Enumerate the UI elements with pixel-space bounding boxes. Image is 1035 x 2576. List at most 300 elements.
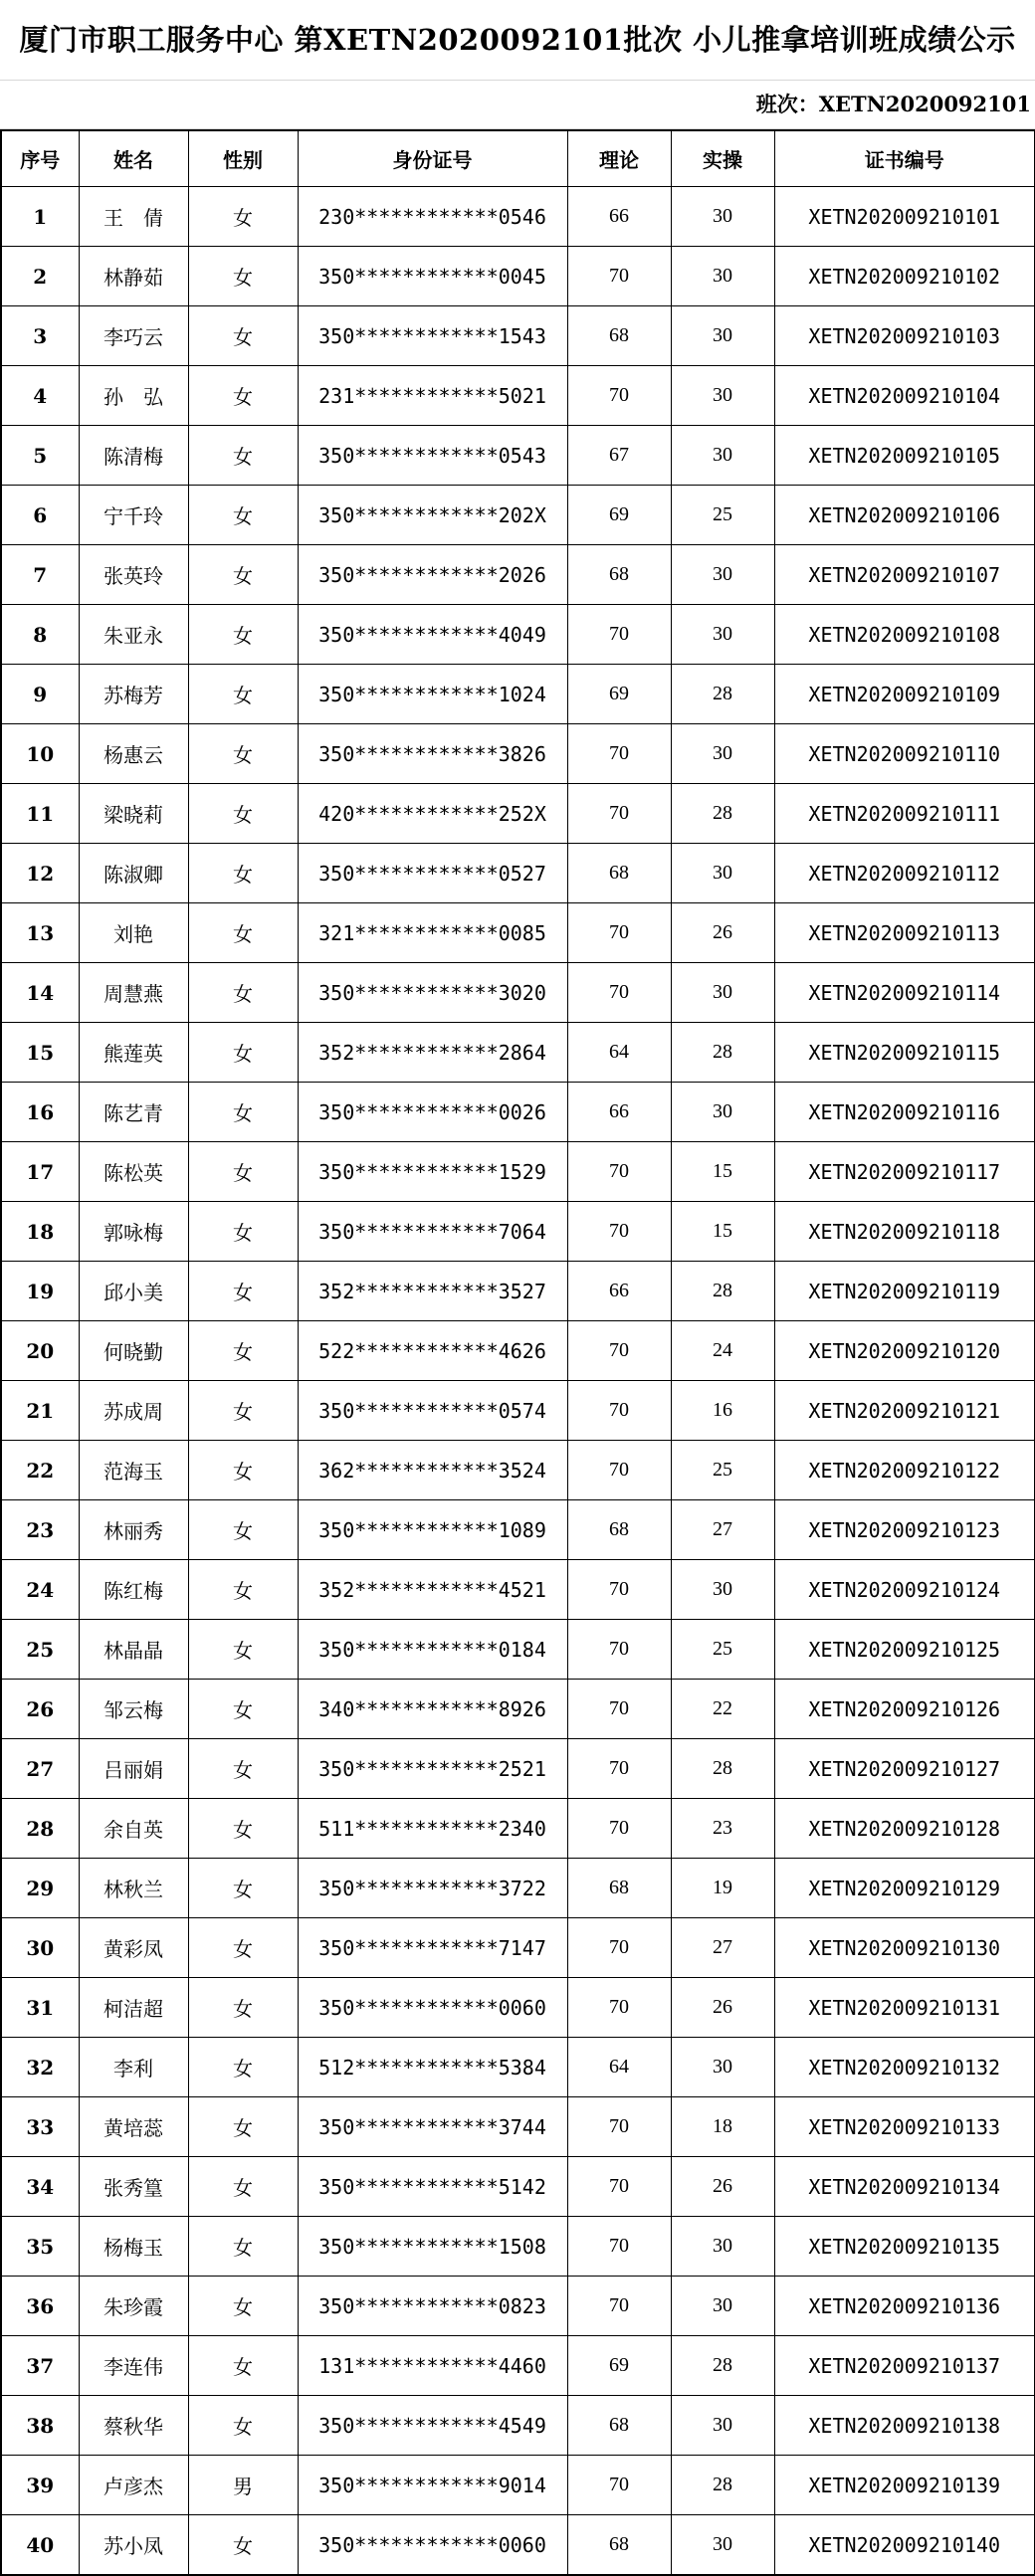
table-row: [1, 426, 1035, 486]
table-row: [1, 2336, 1035, 2396]
cell-seq: 39: [1, 2456, 79, 2515]
cell-certificate: XETN202009210138: [774, 2396, 1035, 2456]
cell-id-number: 350************1024: [298, 665, 567, 724]
cell-gender: 女: [188, 1799, 298, 1859]
cell-id-number: 350************3826: [298, 724, 567, 784]
cell-seq: 8: [1, 605, 79, 665]
cell-seq: 9: [1, 665, 79, 724]
cell-certificate: XETN202009210106: [774, 486, 1035, 545]
cell-theory: 70: [567, 2217, 671, 2277]
cell-certificate: XETN202009210128: [774, 1799, 1035, 1859]
cell-theory: 70: [567, 1680, 671, 1739]
cell-id-number: 512************5384: [298, 2038, 567, 2097]
table-row: [1, 1083, 1035, 1142]
cell-certificate: XETN202009210130: [774, 1918, 1035, 1978]
cell-theory: 70: [567, 963, 671, 1023]
cell-seq: 26: [1, 1680, 79, 1739]
cell-seq: 3: [1, 306, 79, 366]
cell-id-number: 350************2521: [298, 1739, 567, 1799]
table-row: [1, 2038, 1035, 2097]
cell-theory: 70: [567, 1799, 671, 1859]
cell-name: 宁千玲: [79, 486, 188, 545]
header-practice: 实操: [671, 130, 774, 187]
cell-seq: 33: [1, 2097, 79, 2157]
cell-id-number: 362************3524: [298, 1441, 567, 1500]
cell-gender: 女: [188, 306, 298, 366]
cell-seq: 25: [1, 1620, 79, 1680]
cell-id-number: 350************0045: [298, 247, 567, 306]
cell-id-number: 350************5142: [298, 2157, 567, 2217]
cell-gender: 女: [188, 724, 298, 784]
cell-certificate: XETN202009210134: [774, 2157, 1035, 2217]
cell-name: 邱小美: [79, 1262, 188, 1321]
cell-name: 苏成周: [79, 1381, 188, 1441]
cell-id-number: 231************5021: [298, 366, 567, 426]
cell-seq: 23: [1, 1500, 79, 1560]
table-row: [1, 1202, 1035, 1262]
cell-id-number: 350************202X: [298, 486, 567, 545]
cell-id-number: 352************3527: [298, 1262, 567, 1321]
cell-theory: 70: [567, 366, 671, 426]
cell-certificate: XETN202009210101: [774, 187, 1035, 247]
cell-gender: 女: [188, 605, 298, 665]
cell-id-number: 350************1089: [298, 1500, 567, 1560]
cell-id-number: 511************2340: [298, 1799, 567, 1859]
cell-id-number: 350************3744: [298, 2097, 567, 2157]
cell-gender: 女: [188, 545, 298, 605]
cell-seq: 19: [1, 1262, 79, 1321]
cell-practice: 30: [671, 2038, 774, 2097]
header-id-number: 身份证号: [298, 130, 567, 187]
cell-practice: 24: [671, 1321, 774, 1381]
cell-gender: 女: [188, 2038, 298, 2097]
table-row: [1, 1799, 1035, 1859]
cell-certificate: XETN202009210125: [774, 1620, 1035, 1680]
cell-certificate: XETN202009210122: [774, 1441, 1035, 1500]
table-row: [1, 1560, 1035, 1620]
cell-id-number: 350************0527: [298, 844, 567, 903]
cell-gender: 女: [188, 486, 298, 545]
cell-id-number: 321************0085: [298, 903, 567, 963]
cell-gender: 女: [188, 426, 298, 486]
cell-id-number: 350************1543: [298, 306, 567, 366]
cell-id-number: 350************0060: [298, 1978, 567, 2038]
cell-practice: 30: [671, 306, 774, 366]
cell-certificate: XETN202009210109: [774, 665, 1035, 724]
cell-certificate: XETN202009210133: [774, 2097, 1035, 2157]
cell-name: 卢彦杰: [79, 2456, 188, 2515]
cell-seq: 30: [1, 1918, 79, 1978]
cell-theory: 68: [567, 306, 671, 366]
cell-theory: 64: [567, 1023, 671, 1083]
cell-theory: 68: [567, 2396, 671, 2456]
cell-certificate: XETN202009210137: [774, 2336, 1035, 2396]
cell-gender: 女: [188, 2515, 298, 2576]
cell-id-number: 350************1508: [298, 2217, 567, 2277]
cell-name: 杨梅玉: [79, 2217, 188, 2277]
cell-seq: 29: [1, 1859, 79, 1918]
cell-name: 梁晓莉: [79, 784, 188, 844]
cell-theory: 68: [567, 1500, 671, 1560]
cell-theory: 68: [567, 844, 671, 903]
table-row: [1, 605, 1035, 665]
cell-id-number: 350************4049: [298, 605, 567, 665]
cell-practice: 26: [671, 903, 774, 963]
cell-id-number: 350************7064: [298, 1202, 567, 1262]
cell-seq: 2: [1, 247, 79, 306]
cell-practice: 30: [671, 724, 774, 784]
cell-certificate: XETN202009210113: [774, 903, 1035, 963]
cell-name: 李利: [79, 2038, 188, 2097]
cell-seq: 1: [1, 187, 79, 247]
cell-id-number: 350************4549: [298, 2396, 567, 2456]
cell-practice: 30: [671, 426, 774, 486]
cell-certificate: XETN202009210131: [774, 1978, 1035, 2038]
cell-id-number: 340************8926: [298, 1680, 567, 1739]
cell-practice: 30: [671, 963, 774, 1023]
cell-certificate: XETN202009210116: [774, 1083, 1035, 1142]
cell-id-number: 350************9014: [298, 2456, 567, 2515]
cell-name: 郭咏梅: [79, 1202, 188, 1262]
cell-practice: 28: [671, 2336, 774, 2396]
cell-name: 李巧云: [79, 306, 188, 366]
cell-name: 刘艳: [79, 903, 188, 963]
table-row: [1, 1381, 1035, 1441]
cell-seq: 15: [1, 1023, 79, 1083]
cell-seq: 40: [1, 2515, 79, 2576]
cell-name: 孙 弘: [79, 366, 188, 426]
cell-gender: 女: [188, 1441, 298, 1500]
cell-gender: 女: [188, 665, 298, 724]
cell-theory: 70: [567, 1560, 671, 1620]
cell-name: 周慧燕: [79, 963, 188, 1023]
cell-theory: 70: [567, 1381, 671, 1441]
cell-name: 熊莲英: [79, 1023, 188, 1083]
cell-seq: 31: [1, 1978, 79, 2038]
cell-name: 范海玉: [79, 1441, 188, 1500]
cell-id-number: 350************7147: [298, 1918, 567, 1978]
cell-gender: 女: [188, 187, 298, 247]
cell-name: 蔡秋华: [79, 2396, 188, 2456]
cell-theory: 66: [567, 187, 671, 247]
cell-certificate: XETN202009210118: [774, 1202, 1035, 1262]
cell-practice: 26: [671, 2157, 774, 2217]
cell-certificate: XETN202009210135: [774, 2217, 1035, 2277]
cell-gender: 女: [188, 2277, 298, 2336]
cell-id-number: 352************2864: [298, 1023, 567, 1083]
cell-certificate: XETN202009210126: [774, 1680, 1035, 1739]
cell-gender: 女: [188, 903, 298, 963]
cell-certificate: XETN202009210115: [774, 1023, 1035, 1083]
cell-theory: 69: [567, 665, 671, 724]
batch-label: 班次：XETN2020092101: [0, 81, 1035, 129]
header-name: 姓名: [79, 130, 188, 187]
cell-gender: 女: [188, 1023, 298, 1083]
cell-gender: 女: [188, 1859, 298, 1918]
cell-name: 林晶晶: [79, 1620, 188, 1680]
cell-id-number: 350************0026: [298, 1083, 567, 1142]
cell-certificate: XETN202009210107: [774, 545, 1035, 605]
cell-name: 朱亚永: [79, 605, 188, 665]
table-row: [1, 2456, 1035, 2515]
cell-practice: 16: [671, 1381, 774, 1441]
header-seq: 序号: [1, 130, 79, 187]
table-row: [1, 366, 1035, 426]
cell-name: 杨惠云: [79, 724, 188, 784]
cell-seq: 11: [1, 784, 79, 844]
cell-certificate: XETN202009210124: [774, 1560, 1035, 1620]
cell-theory: 70: [567, 2456, 671, 2515]
cell-seq: 5: [1, 426, 79, 486]
cell-theory: 70: [567, 1620, 671, 1680]
cell-practice: 19: [671, 1859, 774, 1918]
cell-certificate: XETN202009210111: [774, 784, 1035, 844]
cell-certificate: XETN202009210132: [774, 2038, 1035, 2097]
table-row: [1, 486, 1035, 545]
cell-gender: 男: [188, 2456, 298, 2515]
table-row: [1, 2217, 1035, 2277]
cell-practice: 30: [671, 187, 774, 247]
cell-certificate: XETN202009210136: [774, 2277, 1035, 2336]
cell-name: 苏梅芳: [79, 665, 188, 724]
cell-certificate: XETN202009210103: [774, 306, 1035, 366]
cell-theory: 68: [567, 2515, 671, 2576]
cell-certificate: XETN202009210129: [774, 1859, 1035, 1918]
cell-gender: 女: [188, 963, 298, 1023]
cell-gender: 女: [188, 1739, 298, 1799]
cell-name: 朱珍霞: [79, 2277, 188, 2336]
cell-name: 邹云梅: [79, 1680, 188, 1739]
table-row: [1, 306, 1035, 366]
page-title: 厦门市职工服务中心 第XETN2020092101批次 小儿推拿培训班成绩公示: [0, 0, 1035, 81]
table-body: [1, 187, 1035, 2576]
cell-certificate: XETN202009210120: [774, 1321, 1035, 1381]
cell-id-number: 350************3722: [298, 1859, 567, 1918]
cell-theory: 68: [567, 1859, 671, 1918]
cell-practice: 28: [671, 1023, 774, 1083]
cell-id-number: 350************0060: [298, 2515, 567, 2576]
cell-gender: 女: [188, 1560, 298, 1620]
cell-practice: 30: [671, 366, 774, 426]
cell-seq: 32: [1, 2038, 79, 2097]
cell-name: 李连伟: [79, 2336, 188, 2396]
cell-gender: 女: [188, 1083, 298, 1142]
cell-theory: 70: [567, 724, 671, 784]
table-row: [1, 545, 1035, 605]
cell-gender: 女: [188, 844, 298, 903]
cell-theory: 70: [567, 1321, 671, 1381]
cell-practice: 27: [671, 1918, 774, 1978]
cell-name: 黄培蕊: [79, 2097, 188, 2157]
cell-theory: 70: [567, 903, 671, 963]
cell-name: 陈艺青: [79, 1083, 188, 1142]
cell-gender: 女: [188, 247, 298, 306]
cell-gender: 女: [188, 2396, 298, 2456]
cell-theory: 70: [567, 2097, 671, 2157]
cell-theory: 70: [567, 247, 671, 306]
cell-id-number: 350************0543: [298, 426, 567, 486]
cell-seq: 27: [1, 1739, 79, 1799]
cell-name: 陈清梅: [79, 426, 188, 486]
cell-certificate: XETN202009210127: [774, 1739, 1035, 1799]
cell-name: 陈红梅: [79, 1560, 188, 1620]
cell-certificate: XETN202009210110: [774, 724, 1035, 784]
cell-practice: 26: [671, 1978, 774, 2038]
cell-name: 黄彩凤: [79, 1918, 188, 1978]
cell-certificate: XETN202009210114: [774, 963, 1035, 1023]
cell-id-number: 350************0574: [298, 1381, 567, 1441]
cell-theory: 70: [567, 1978, 671, 2038]
cell-practice: 30: [671, 2217, 774, 2277]
table-row: [1, 1918, 1035, 1978]
cell-theory: 66: [567, 1083, 671, 1142]
header-row: [1, 130, 1035, 187]
table-row: [1, 963, 1035, 1023]
cell-gender: 女: [188, 1918, 298, 1978]
cell-certificate: XETN202009210117: [774, 1142, 1035, 1202]
cell-id-number: 131************4460: [298, 2336, 567, 2396]
table-row: [1, 1620, 1035, 1680]
cell-seq: 12: [1, 844, 79, 903]
cell-theory: 70: [567, 1739, 671, 1799]
cell-name: 吕丽娟: [79, 1739, 188, 1799]
cell-certificate: XETN202009210123: [774, 1500, 1035, 1560]
cell-seq: 37: [1, 2336, 79, 2396]
cell-practice: 30: [671, 545, 774, 605]
header-certificate: 证书编号: [774, 130, 1035, 187]
cell-id-number: 420************252X: [298, 784, 567, 844]
cell-certificate: XETN202009210102: [774, 247, 1035, 306]
cell-name: 林静茹: [79, 247, 188, 306]
cell-practice: 18: [671, 2097, 774, 2157]
cell-seq: 36: [1, 2277, 79, 2336]
header-gender: 性别: [188, 130, 298, 187]
cell-seq: 17: [1, 1142, 79, 1202]
cell-name: 余自英: [79, 1799, 188, 1859]
table-row: [1, 1739, 1035, 1799]
cell-seq: 4: [1, 366, 79, 426]
cell-gender: 女: [188, 1142, 298, 1202]
table-row: [1, 1500, 1035, 1560]
cell-seq: 20: [1, 1321, 79, 1381]
cell-gender: 女: [188, 784, 298, 844]
cell-name: 陈松英: [79, 1142, 188, 1202]
table-row: [1, 784, 1035, 844]
table-row: [1, 665, 1035, 724]
cell-theory: 70: [567, 1918, 671, 1978]
cell-name: 张英玲: [79, 545, 188, 605]
cell-practice: 28: [671, 665, 774, 724]
table-row: [1, 1680, 1035, 1739]
cell-certificate: XETN202009210121: [774, 1381, 1035, 1441]
cell-gender: 女: [188, 1381, 298, 1441]
table-row: [1, 187, 1035, 247]
cell-practice: 28: [671, 1739, 774, 1799]
cell-gender: 女: [188, 2097, 298, 2157]
table-row: [1, 1441, 1035, 1500]
cell-seq: 14: [1, 963, 79, 1023]
cell-seq: 21: [1, 1381, 79, 1441]
cell-practice: 27: [671, 1500, 774, 1560]
cell-gender: 女: [188, 1321, 298, 1381]
cell-theory: 67: [567, 426, 671, 486]
cell-seq: 6: [1, 486, 79, 545]
cell-practice: 30: [671, 2277, 774, 2336]
cell-theory: 70: [567, 784, 671, 844]
table-row: [1, 903, 1035, 963]
table-row: [1, 1142, 1035, 1202]
cell-certificate: XETN202009210112: [774, 844, 1035, 903]
cell-gender: 女: [188, 366, 298, 426]
cell-practice: 30: [671, 1083, 774, 1142]
score-table: [0, 129, 1035, 2576]
cell-practice: 28: [671, 1262, 774, 1321]
cell-seq: 10: [1, 724, 79, 784]
cell-name: 林丽秀: [79, 1500, 188, 1560]
cell-practice: 30: [671, 1560, 774, 1620]
cell-theory: 70: [567, 2157, 671, 2217]
cell-practice: 30: [671, 2396, 774, 2456]
cell-practice: 28: [671, 2456, 774, 2515]
cell-id-number: 352************4521: [298, 1560, 567, 1620]
cell-gender: 女: [188, 2157, 298, 2217]
cell-name: 王 倩: [79, 187, 188, 247]
cell-theory: 70: [567, 1142, 671, 1202]
table-row: [1, 1859, 1035, 1918]
cell-practice: 28: [671, 784, 774, 844]
header-theory: 理论: [567, 130, 671, 187]
cell-practice: 15: [671, 1202, 774, 1262]
cell-seq: 24: [1, 1560, 79, 1620]
cell-certificate: XETN202009210140: [774, 2515, 1035, 2576]
cell-id-number: 350************1529: [298, 1142, 567, 1202]
cell-gender: 女: [188, 1680, 298, 1739]
cell-id-number: 522************4626: [298, 1321, 567, 1381]
cell-name: 陈淑卿: [79, 844, 188, 903]
cell-seq: 38: [1, 2396, 79, 2456]
cell-seq: 13: [1, 903, 79, 963]
cell-id-number: 230************0546: [298, 187, 567, 247]
table-row: [1, 2515, 1035, 2576]
cell-certificate: XETN202009210108: [774, 605, 1035, 665]
table-row: [1, 2277, 1035, 2336]
cell-theory: 68: [567, 545, 671, 605]
cell-certificate: XETN202009210105: [774, 426, 1035, 486]
cell-seq: 34: [1, 2157, 79, 2217]
table-row: [1, 1978, 1035, 2038]
cell-id-number: 350************0184: [298, 1620, 567, 1680]
cell-name: 柯洁超: [79, 1978, 188, 2038]
cell-gender: 女: [188, 2336, 298, 2396]
cell-id-number: 350************0823: [298, 2277, 567, 2336]
cell-seq: 7: [1, 545, 79, 605]
cell-gender: 女: [188, 1262, 298, 1321]
table-row: [1, 844, 1035, 903]
cell-practice: 30: [671, 844, 774, 903]
cell-gender: 女: [188, 2217, 298, 2277]
table-row: [1, 1321, 1035, 1381]
cell-gender: 女: [188, 1620, 298, 1680]
cell-theory: 69: [567, 2336, 671, 2396]
cell-practice: 15: [671, 1142, 774, 1202]
cell-seq: 22: [1, 1441, 79, 1500]
cell-gender: 女: [188, 1500, 298, 1560]
cell-practice: 25: [671, 486, 774, 545]
cell-certificate: XETN202009210104: [774, 366, 1035, 426]
cell-practice: 25: [671, 1620, 774, 1680]
table-row: [1, 1262, 1035, 1321]
cell-seq: 28: [1, 1799, 79, 1859]
